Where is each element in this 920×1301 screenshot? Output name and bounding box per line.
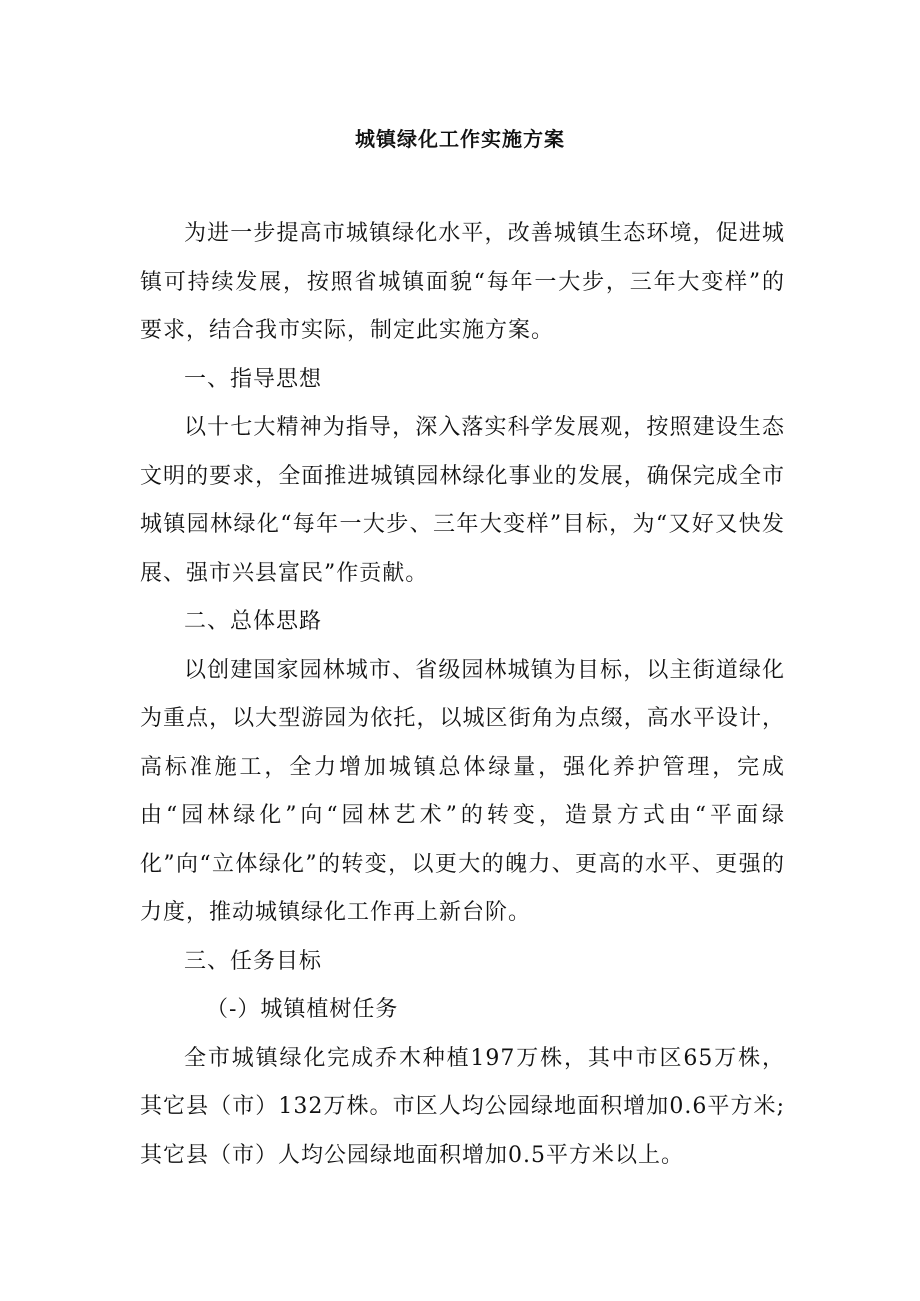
subsection-heading-tree-planting: （-）城镇植树任务 — [206, 997, 399, 1022]
document-title: 城镇绿化工作实施方案 — [355, 127, 565, 151]
section-heading-task-goals: 三、任务目标 — [184, 948, 323, 974]
intro-paragraph: 为进一步提高市城镇绿化水平，改善城镇生态环境，促进城镇可持续发展，按照省城镇面貌“每年一大步，三年大变样”的要求，结合我市实际，制定此实施方案。 — [140, 221, 785, 343]
section-heading-guiding-ideology: 一、指导思想 — [184, 366, 323, 392]
tree-planting-paragraph: 全市城镇绿化完成乔木种植197万株，其中市区65万株，其它县（市）132万株。市区人均公园绿地面积增加0.6平方米;其它县（市）人均公园绿地面积增加0.5平方米以上。 — [140, 1045, 785, 1168]
document-body — [140, 210, 785, 1180]
section-heading-overall-approach: 二、总体思路 — [184, 609, 323, 634]
guiding-ideology-paragraph: 以十七大精神为指导，深入落实科学发展观，按照建设生态文明的要求，全面推进城镇园林绿化事业的发展，确保完成全市城镇园林绿化“每年一大步、三年大变样”目标，为“又好又快发展、强市兴县富民”作贡献。 — [140, 415, 785, 586]
overall-approach-paragraph: 以创建国家园林城市、省级园林城镇为目标，以主街道绿化为重点，以大型游园为依托，以城区街角为点缀，高水平设计，高标准施工，全力增加城镇总体绿量，强化养护管理，完成由“园林绿化”向“园林艺术”的转变，造景方式由“平面绿化”向“立体绿化”的转变，以更大的魄力、更高的水平、更强的力度，推动城镇绿化工作再上新台阶。 — [140, 657, 785, 925]
